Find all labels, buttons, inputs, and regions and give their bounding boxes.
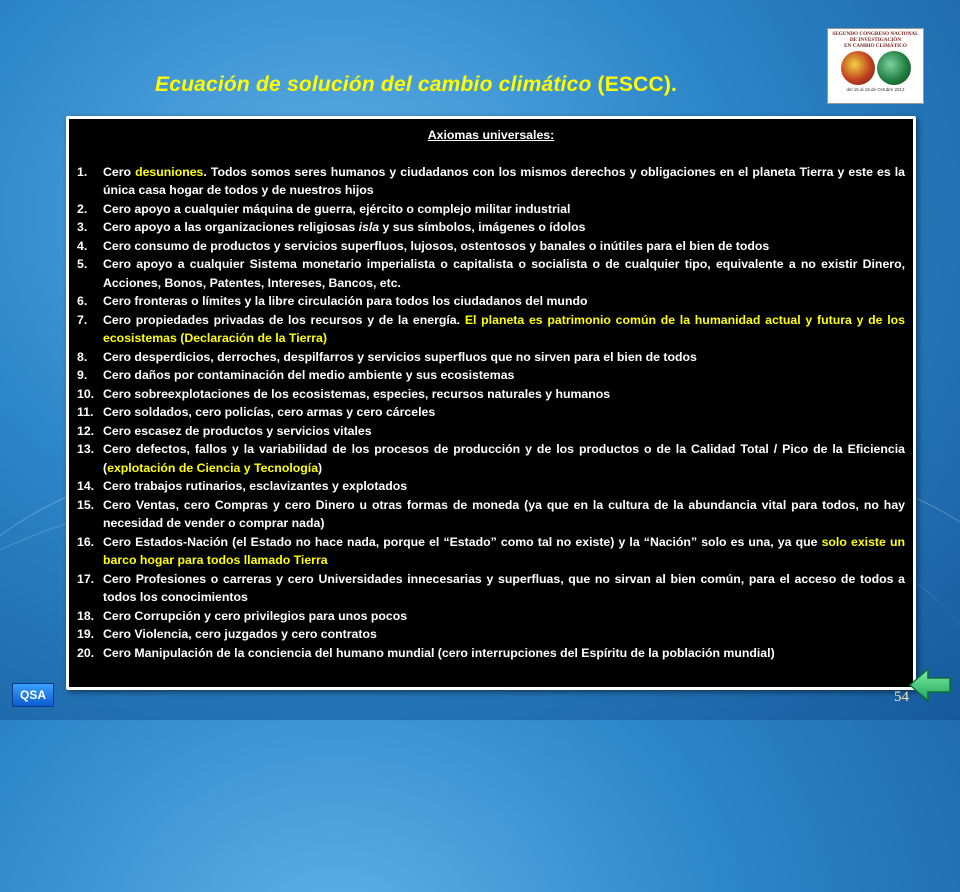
- axiom-text-part: Cero defectos, fallos y la variabilidad de los procesos de producción y de los productos o de la Calidad Total / Pico de la Eficiencia (: [103, 442, 905, 475]
- axiom-item: [77, 403, 905, 422]
- slide-title: [155, 73, 677, 97]
- axiom-text-part: Cero Violencia, cero juzgados y cero contratos: [103, 627, 377, 641]
- axiom-text-part: Cero sobreexplotaciones de los ecosistemas, especies, recursos naturales y humanos: [103, 386, 611, 401]
- axiom-text: [103, 607, 905, 626]
- axiom-item: [77, 644, 905, 663]
- axiom-text: [103, 348, 905, 367]
- axiom-item: [77, 607, 905, 626]
- axiom-number: 14.: [77, 479, 95, 493]
- axiom-number: 8.: [77, 349, 88, 364]
- axiom-item: [77, 366, 905, 385]
- axiom-text: [103, 366, 905, 385]
- axiom-item: [77, 237, 905, 256]
- axiom-item: [77, 477, 905, 496]
- axiom-list: [77, 163, 905, 663]
- axiom-text-part: Cero Profesiones o carreras y cero Universidades innecesarias y superfluas, que no sirvan al bien común, para el acceso de todos a todos los conocimientos: [103, 571, 905, 604]
- axiom-number: 15.: [77, 497, 95, 512]
- axiom-text: [103, 403, 905, 422]
- globe-icon: [877, 51, 911, 85]
- congress-logo: [827, 28, 924, 104]
- logo-line: EN CAMBIO CLIMÁTICO: [844, 43, 907, 49]
- logo-date: del 15 al 19 de Octubre 2012: [846, 87, 905, 92]
- panel-heading: Axiomas universales:: [427, 128, 555, 142]
- axiom-text: [103, 570, 905, 607]
- slide-title-abbr: (ESCC).: [597, 73, 678, 96]
- axiom-text: [103, 200, 905, 219]
- axiom-item: [77, 311, 905, 348]
- axiom-text: [103, 311, 905, 348]
- axiom-text-part: isla: [358, 220, 380, 234]
- axiom-number: 7.: [77, 312, 88, 327]
- highlighted-text: El planeta es patrimonio común de la humanidad actual y futura y de los ecosistemas (Declaración de la Tierra): [103, 312, 906, 345]
- axiom-item: [77, 496, 905, 533]
- logo-line: DE INVESTIGACIÓN: [849, 37, 902, 43]
- axiom-text-part: Cero fronteras o límites y la libre circulación para todos los ciudadanos del mundo: [103, 294, 588, 308]
- axiom-text-part: Cero escasez de productos y servicios vitales: [103, 423, 372, 438]
- axiom-item: [77, 292, 905, 311]
- axiom-text-part: Cero trabajos rutinarios, esclavizantes y explotados: [103, 479, 408, 493]
- slide-title-main: Ecuación de solución del cambio climático: [155, 73, 592, 96]
- axioms-panel: [66, 116, 916, 690]
- axiom-text-part: . Todos somos seres humanos y ciudadanos con los mismos derechos y obligaciones en el planeta Tierra y este es la única casa hogar de todos y de nuestros hijos: [103, 164, 905, 197]
- back-arrow-icon[interactable]: [908, 666, 952, 704]
- highlighted-text: explotación de Ciencia y Tecnología: [107, 460, 319, 475]
- qsa-badge[interactable]: QSA: [12, 683, 54, 707]
- axiom-number: 1.: [77, 164, 88, 179]
- axiom-number: 4.: [77, 238, 88, 253]
- axiom-text: [103, 477, 905, 496]
- axiom-text-part: Cero apoyo a cualquier Sistema monetario imperialista o capitalista o socialista o de cualquier tipo, equivalente a no existir Dinero, Acciones, Bonos, Patentes, Intereses, Bancos, etc.: [103, 257, 905, 290]
- axiom-number: 11.: [77, 405, 94, 419]
- axiom-number: 2.: [77, 201, 88, 216]
- axiom-text-part: y sus símbolos, imágenes o ídolos: [379, 220, 586, 234]
- globe-icon: [841, 51, 875, 85]
- axiom-item: [77, 385, 905, 404]
- axiom-text: [103, 163, 905, 200]
- axiom-number: 18.: [77, 608, 95, 623]
- axiom-text: [103, 644, 905, 663]
- axiom-number: 16.: [77, 534, 95, 549]
- axiom-text: [103, 625, 905, 644]
- axiom-text: [103, 292, 905, 311]
- axiom-number: 10.: [77, 386, 95, 401]
- axiom-text-part: Cero consumo de productos y servicios superfluos, lujosos, ostentosos y banales o inútiles para el bien de todos: [103, 238, 770, 253]
- axiom-text: [103, 496, 905, 533]
- highlighted-text: desuniones: [135, 164, 204, 179]
- axiom-text: [103, 385, 905, 404]
- logo-line: SEGUNDO CONGRESO NACIONAL: [832, 31, 919, 37]
- axiom-text-part: Cero: [103, 164, 136, 179]
- axiom-number: 12.: [77, 423, 95, 438]
- axiom-number: 13.: [77, 442, 95, 456]
- axiom-item: [77, 625, 905, 644]
- axiom-text-part: Cero Estados-Nación (el Estado no hace nada, porque el “Estado” como tal no existe) y la “Nación” solo es una, ya que: [103, 534, 822, 549]
- axiom-number: 20.: [77, 645, 95, 660]
- axiom-item: [77, 255, 905, 292]
- axiom-text: [103, 255, 905, 292]
- axiom-text-part: ): [318, 460, 323, 475]
- axiom-number: 5.: [77, 257, 88, 271]
- axiom-text-part: Cero soldados, cero policías, cero armas y cero cárceles: [103, 405, 436, 419]
- highlighted-text: solo existe un barco hogar para todos llamado Tierra: [103, 534, 905, 567]
- axiom-number: 19.: [77, 627, 95, 641]
- axiom-text-part: Cero apoyo a las organizaciones religiosas: [103, 220, 359, 234]
- axiom-text-part: Cero Corrupción y cero privilegios para unos pocos: [103, 608, 408, 623]
- axiom-item: [77, 533, 905, 570]
- axiom-item: [77, 200, 905, 219]
- axiom-item: [77, 422, 905, 441]
- axiom-text-part: Cero desperdicios, derroches, despilfarros y servicios superfluos que no sirven para el bien de todos: [103, 349, 697, 364]
- axiom-text: [103, 440, 905, 477]
- axiom-item: [77, 348, 905, 367]
- axiom-number: 9.: [77, 368, 88, 382]
- axiom-text: [103, 422, 905, 441]
- axiom-item: [77, 218, 905, 237]
- axiom-text: [103, 533, 905, 570]
- axiom-item: [77, 440, 905, 477]
- axiom-number: 3.: [77, 220, 88, 234]
- axiom-text: [103, 218, 905, 237]
- axiom-item: [77, 570, 905, 607]
- axiom-text-part: Cero Manipulación de la conciencia del humano mundial (cero interrupciones del Espíritu de la población mundial): [103, 645, 775, 660]
- axiom-item: [77, 163, 905, 200]
- axiom-text-part: Cero daños por contaminación del medio ambiente y sus ecosistemas: [103, 368, 515, 382]
- axiom-text-part: Cero Ventas, cero Compras y cero Dinero u otras formas de moneda (ya que en la cultura de la abundancia vital para todos, no hay necesidad de vender o comprar nada): [103, 497, 905, 530]
- axiom-number: 6.: [77, 294, 88, 308]
- axiom-number: 17.: [77, 571, 95, 586]
- axiom-text-part: Cero propiedades privadas de los recursos y de la energía.: [103, 312, 465, 327]
- logo-globes: [841, 51, 911, 85]
- axiom-text-part: Cero apoyo a cualquier máquina de guerra, ejército o complejo militar industrial: [103, 201, 571, 216]
- axiom-text: [103, 237, 905, 256]
- page-number: 54: [894, 689, 909, 705]
